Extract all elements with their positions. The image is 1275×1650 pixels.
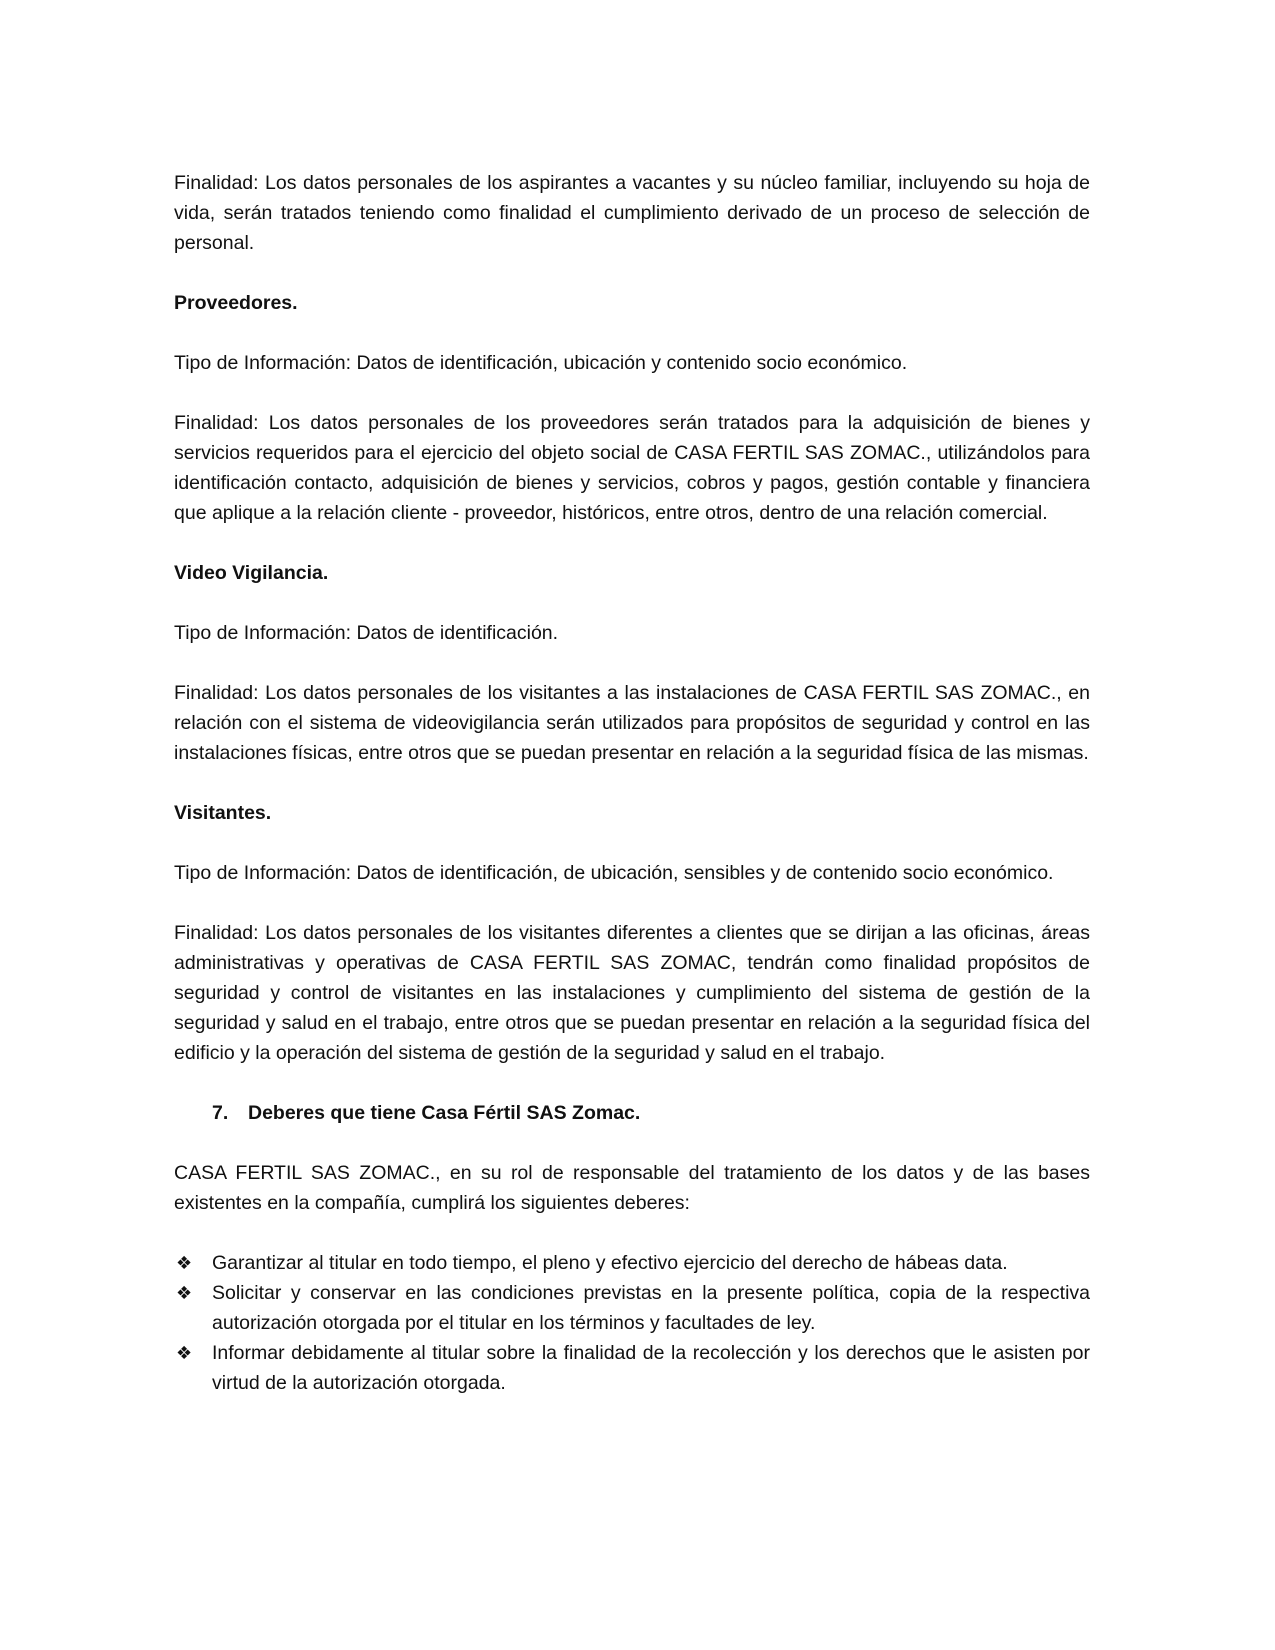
video-tipo-paragraph: Tipo de Información: Datos de identificación. xyxy=(174,622,559,644)
diamond-bullet-icon: ❖ xyxy=(176,1253,193,1273)
list-item xyxy=(174,1278,1090,1338)
proveedores-finalidad-paragraph: Finalidad: Los datos personales de los proveedores serán tratados para la adquisición de bienes y servicios requeridos para el ejercicio del objeto social de CASA FERTIL SAS ZOMAC., utilizándolos para identificación contacto, adquisición de bienes y servicios, cobros y pagos, gestión contable y financiera que aplique a la relación cliente - proveedor, históricos, entre otros, dentro de una relación comercial. xyxy=(174,412,1090,524)
list-item xyxy=(174,1338,1090,1398)
proveedores-tipo-paragraph: Tipo de Información: Datos de identificación, ubicación y contenido socio económico. xyxy=(174,352,908,374)
diamond-bullet-icon: ❖ xyxy=(176,1283,193,1303)
deberes-list xyxy=(174,1248,1090,1398)
section-7-number: 7. xyxy=(212,1102,229,1124)
list-item-text: Garantizar al titular en todo tiempo, el pleno y efectivo ejercicio del derecho de hábeas data. xyxy=(212,1252,1008,1274)
section-7-intro-paragraph: CASA FERTIL SAS ZOMAC., en su rol de responsable del tratamiento de los datos y de las bases existentes en la compañía, cumplirá los siguientes deberes: xyxy=(174,1162,1090,1214)
visitantes-finalidad-paragraph: Finalidad: Los datos personales de los visitantes diferentes a clientes que se dirijan a las oficinas, áreas administrativas y operativas de CASA FERTIL SAS ZOMAC, tendrán como finalidad propósitos de seguridad y control de visitantes en las instalaciones y cumplimiento del sistema de gestión de la seguridad y salud en el trabajo, entre otros que se puedan presentar en relación a la seguridad física del edificio y la operación del sistema de gestión de la seguridad y salud en el trabajo. xyxy=(174,922,1090,1064)
aspirantes-finalidad-paragraph: Finalidad: Los datos personales de los aspirantes a vacantes y su núcleo familiar, incluyendo su hoja de vida, serán tratados teniendo como finalidad el cumplimiento derivado de un proceso de selección de personal. xyxy=(174,172,1090,254)
video-finalidad-paragraph: Finalidad: Los datos personales de los visitantes a las instalaciones de CASA FERTIL SAS ZOMAC., en relación con el sistema de videovigilancia serán utilizados para propósitos de seguridad y control en las instalaciones físicas, entre otros que se puedan presentar en relación a la seguridad física de las mismas. xyxy=(174,682,1090,764)
list-item-text: Solicitar y conservar en las condiciones previstas en la presente política, copia de la respectiva autorización otorgada por el titular en los términos y facultades de ley. xyxy=(212,1282,1090,1334)
list-item xyxy=(174,1248,1090,1278)
visitantes-tipo-paragraph: Tipo de Información: Datos de identificación, de ubicación, sensibles y de contenido socio económico. xyxy=(174,862,1054,884)
video-vigilancia-heading: Video Vigilancia. xyxy=(174,562,329,584)
visitantes-heading: Visitantes. xyxy=(174,802,272,824)
section-7-title: Deberes que tiene Casa Fértil SAS Zomac. xyxy=(248,1102,641,1124)
list-item-text: Informar debidamente al titular sobre la finalidad de la recolección y los derechos que le asisten por virtud de la autorización otorgada. xyxy=(212,1342,1090,1394)
proveedores-heading: Proveedores. xyxy=(174,292,298,314)
document-page xyxy=(174,168,1090,1398)
section-7-heading xyxy=(174,1098,1090,1128)
diamond-bullet-icon: ❖ xyxy=(176,1343,193,1363)
